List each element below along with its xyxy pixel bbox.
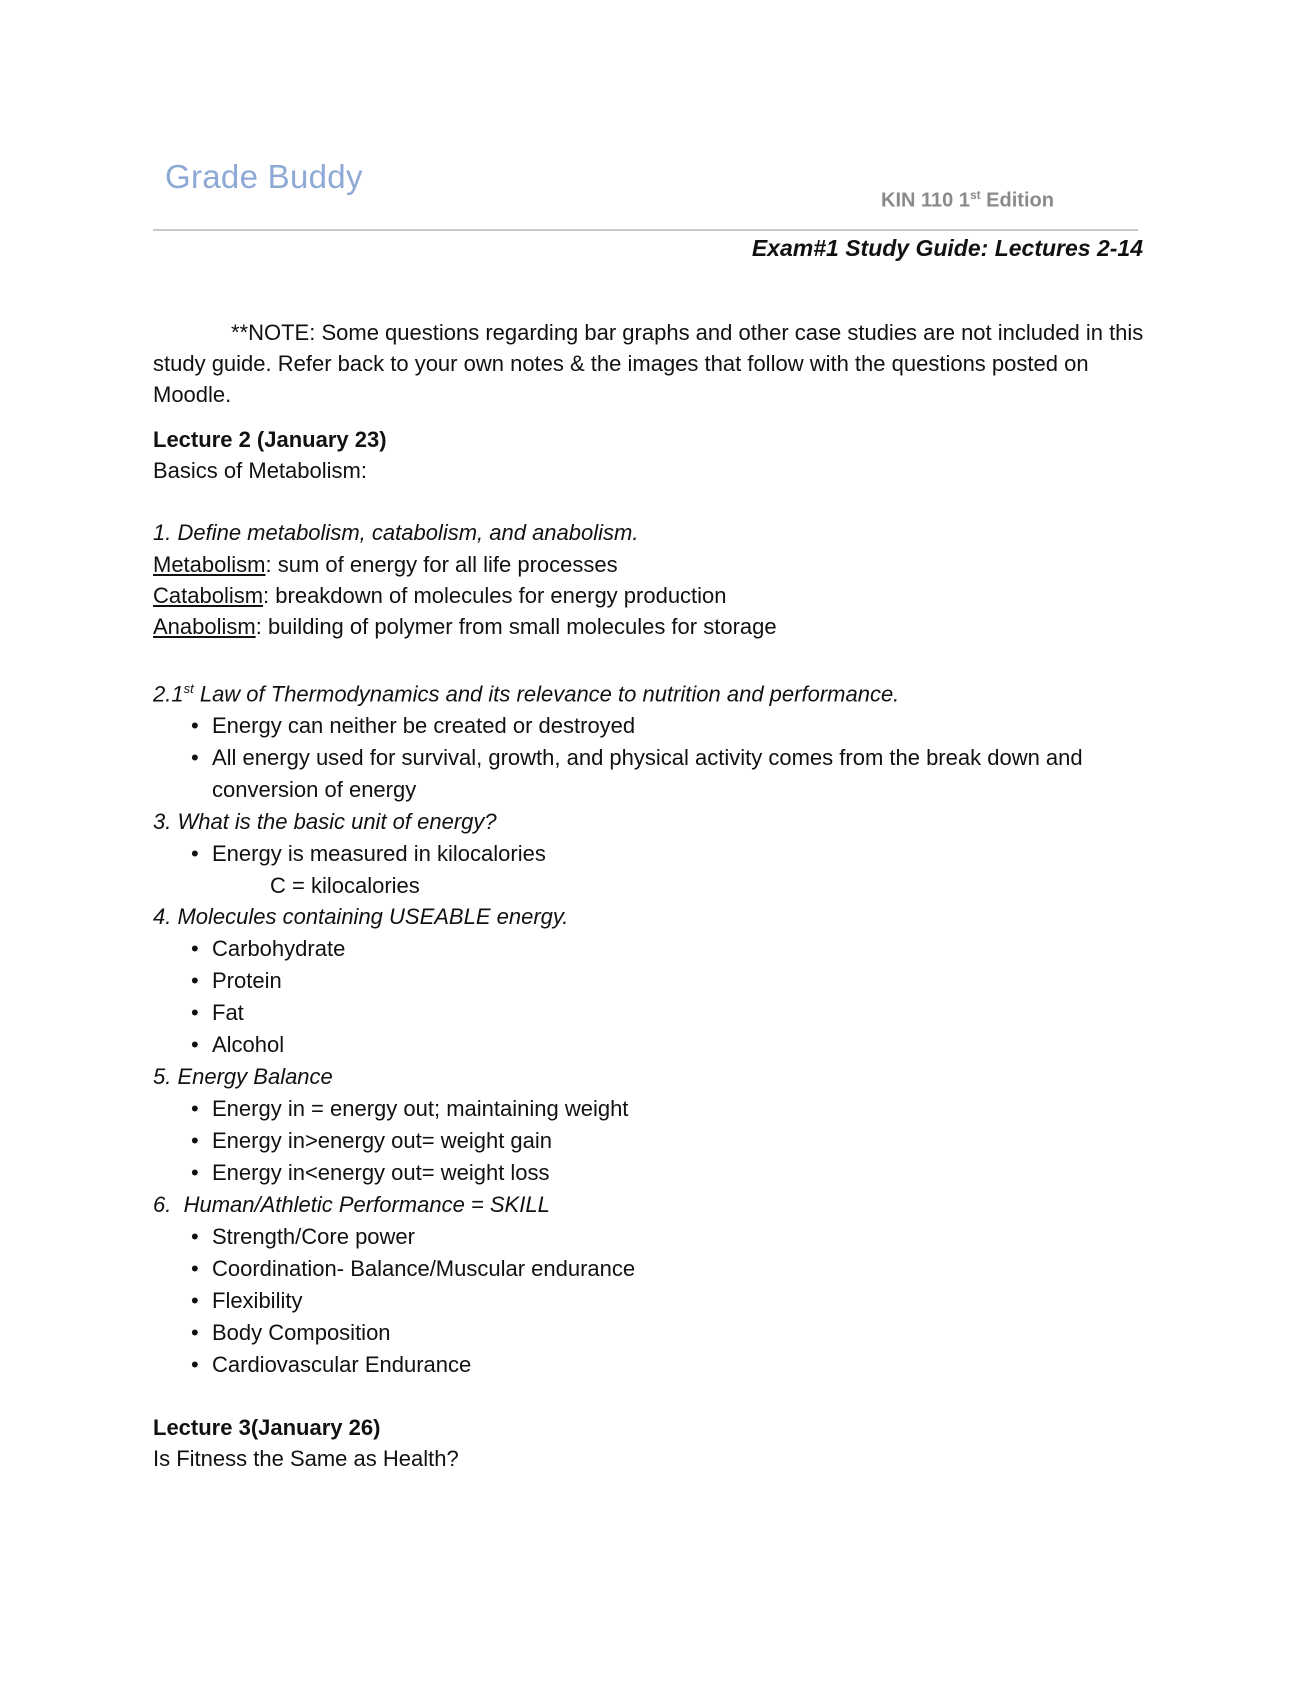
list-item: • Flexibility [191,1285,1148,1317]
brand-title: Grade Buddy [165,158,363,195]
list-item: • Protein [191,965,1148,997]
question-6-list [153,1221,1148,1381]
list-item: • Body Composition [191,1317,1148,1349]
study-guide-title: Exam#1 Study Guide: Lectures 2-14 [751,235,1143,261]
question-2: 2.1st Law of Thermodynamics and its relevance to nutrition and performance. [153,681,900,707]
list-item: • Carbohydrate [191,933,1148,965]
question-4: 4. Molecules containing USEABLE energy. [153,904,569,930]
definition-metabolism: Metabolism: sum of energy for all life processes [153,552,618,577]
list-item: • Coordination- Balance/Muscular endurance [191,1253,1148,1285]
list-item: • Cardiovascular Endurance [191,1349,1148,1381]
question-2-list [153,710,1148,806]
question-3-list [153,838,1148,870]
list-item: • Alcohol [191,1029,1148,1061]
lecture-3-heading: Lecture 3(January 26) [153,1415,381,1441]
question-3-subline: C = kilocalories [270,873,420,899]
note-paragraph: **NOTE: Some questions regarding bar graphs and other case studies are not included in this study guide. Refer back to your own notes & the images that follow with the questions posted on Moodle. [153,320,1144,407]
list-item: • Energy in = energy out; maintaining weight [191,1093,1148,1125]
list-item: • Energy is measured in kilocalories [191,838,1148,870]
definition-anabolism: Anabolism: building of polymer from small molecules for storage [153,614,777,639]
list-item: • Energy can neither be created or destroyed [191,710,1148,742]
course-label: KIN 110 1st Edition [881,188,1054,212]
list-item: • Energy in>energy out= weight gain [191,1125,1148,1157]
header-divider [153,229,1138,231]
list-item: • Strength/Core power [191,1221,1148,1253]
question-3: 3. What is the basic unit of energy? [153,809,497,835]
question-6: 6. Human/Athletic Performance = SKILL [153,1192,550,1218]
question-5: 5. Energy Balance [153,1064,333,1090]
list-item: • All energy used for survival, growth, and physical activity comes from the break down and conversion of energy [191,742,1148,806]
list-item: • Energy in<energy out= weight loss [191,1157,1148,1189]
lecture-3-topic: Is Fitness the Same as Health? [153,1446,459,1472]
lecture-2-topic: Basics of Metabolism: [153,458,367,483]
definition-catabolism: Catabolism: breakdown of molecules for energy production [153,583,727,608]
question-5-list [153,1093,1148,1189]
question-1: 1. Define metabolism, catabolism, and anabolism. [153,520,639,545]
list-item: • Fat [191,997,1148,1029]
question-4-list [153,933,1148,1061]
main-content [153,424,1148,1474]
lecture-2-heading: Lecture 2 (January 23) [153,427,387,452]
